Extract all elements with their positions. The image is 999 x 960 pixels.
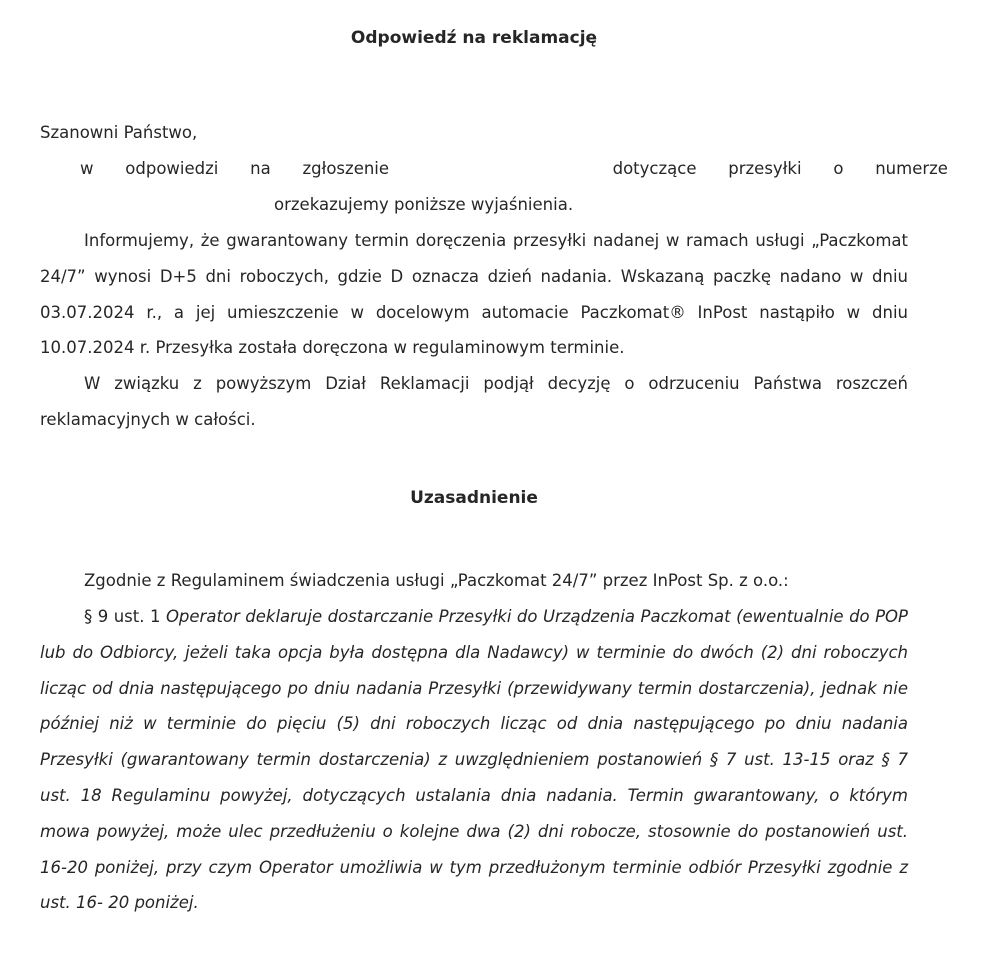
intro-word: w: [80, 159, 94, 178]
intro-word: zgłoszenie: [302, 159, 390, 178]
intro-word: na: [250, 159, 271, 178]
section-title: Uzasadnienie: [410, 488, 538, 508]
paragraph-regulation-intro: Zgodnie z Regulaminem świadczenia usługi „Paczkomat 24/7” przez InPost Sp. z o.o.:: [84, 571, 789, 590]
salutation: Szanowni Państwo,: [40, 123, 198, 142]
intro-word: przesyłki: [728, 159, 802, 178]
intro-word: numerze: [875, 159, 948, 178]
regulation-quote-text: Operator deklaruje dostarczanie Przesyłki do Urządzenia Paczkomat (ewentualnie do POP lub do Odbiorcy, jeżeli taka opcja była dostępna dla Nadawcy) w terminie do dwóch (2) dni roboczych licząc od dnia następującego po dniu nadania Przesyłki (przewidywany termin dostarczenia), jednak nie później niż w terminie do pięciu (5) dni roboczych licząc od dnia następującego po dniu nadania Przesyłki (gwarantowany termin dostarczenia) z uwzględnieniem postanowień § 7 ust. 13-15 oraz § 7 ust. 18 Regulaminu powyżej, dotyczących ustalania dnia nadania. Termin gwarantowany, o którym mowa powyżej, może ulec przedłużeniu o kolejne dwa (2) dni robocze, stosownie do postanowień ust. 16-20 poniżej, przy czym Operator umożliwia w tym przedłużonym terminie odbiór Przesyłki zgodnie z ust. 16- 20 poniżej.: [40, 607, 908, 913]
paragraph-decision: W związku z powyższym Dział Reklamacji podjął decyzję o odrzuceniu Państwa roszczeń reklamacyjnych w całości.: [40, 374, 908, 429]
document-title: Odpowiedź na reklamację: [350, 28, 598, 48]
intro-word: o: [833, 159, 844, 178]
intro-line-1: [40, 151, 948, 187]
redacted-area: [421, 151, 581, 187]
paragraph-delivery-term: Informujemy, że gwarantowany termin doręczenia przesyłki nadanej w ramach usługi „Paczkomat 24/7” wynosi D+5 dni roboczych, gdzie D oznacza dzień nadania. Wskazaną paczkę nadano w dniu 03.07.2024 r., a jej umieszczenie w docelowym automacie Paczkomat® InPost nastąpiło w dniu 10.07.2024 r. Przesyłka została doręczona w regulaminowym terminie.: [40, 231, 908, 358]
paragraph-regulation-quote: [40, 599, 908, 921]
intro-word: odpowiedzi: [125, 159, 219, 178]
intro-line-2: orzekazujemy poniższe wyjaśnienia.: [274, 195, 574, 214]
regulation-reference: § 9 ust. 1: [84, 607, 166, 626]
intro-word: dotyczące: [612, 159, 697, 178]
